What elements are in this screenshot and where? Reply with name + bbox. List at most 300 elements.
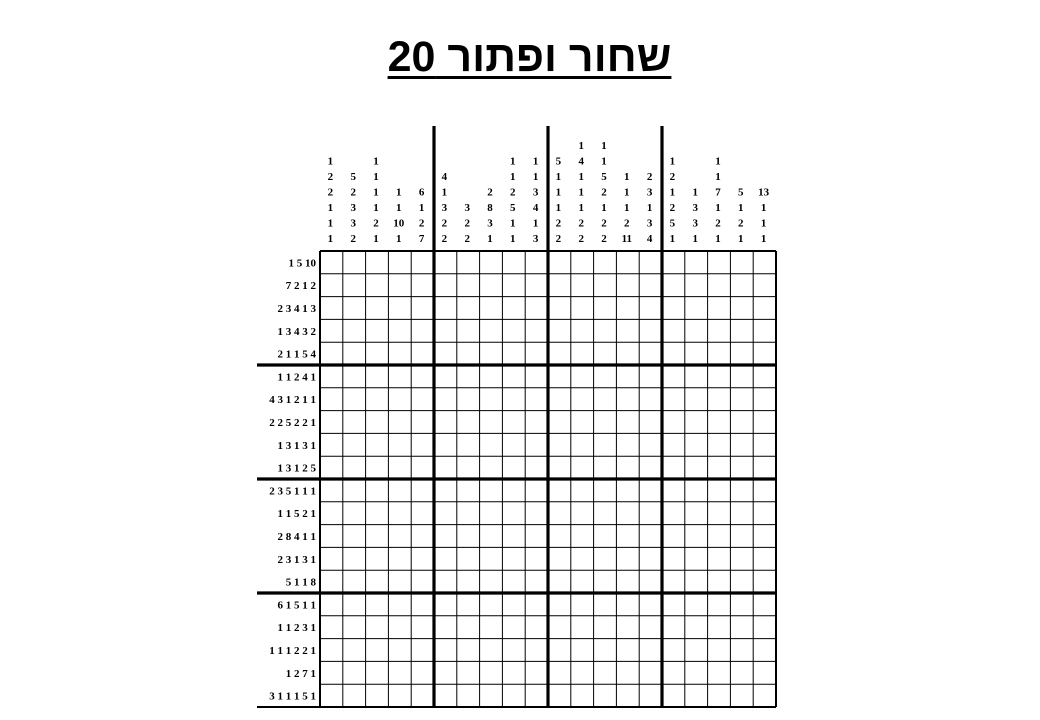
- grid-cell[interactable]: [525, 342, 548, 365]
- grid-cell[interactable]: [480, 661, 503, 684]
- grid-cell[interactable]: [343, 456, 366, 479]
- grid-cell[interactable]: [548, 342, 571, 365]
- grid-cell[interactable]: [616, 593, 639, 616]
- grid-cell[interactable]: [366, 616, 389, 639]
- grid-cell[interactable]: [502, 593, 525, 616]
- grid-cell[interactable]: [480, 616, 503, 639]
- grid-cell[interactable]: [662, 661, 685, 684]
- grid-cell[interactable]: [343, 251, 366, 274]
- grid-cell[interactable]: [662, 251, 685, 274]
- grid-cell[interactable]: [343, 433, 366, 456]
- grid-cell[interactable]: [639, 251, 662, 274]
- grid-cell[interactable]: [388, 525, 411, 548]
- grid-cell[interactable]: [639, 547, 662, 570]
- grid-cell[interactable]: [502, 502, 525, 525]
- grid-cell[interactable]: [753, 547, 776, 570]
- grid-cell[interactable]: [708, 525, 731, 548]
- grid-cell[interactable]: [434, 433, 457, 456]
- grid-cell[interactable]: [753, 251, 776, 274]
- grid-cell[interactable]: [434, 593, 457, 616]
- grid-cell[interactable]: [457, 319, 480, 342]
- grid-cell[interactable]: [594, 456, 617, 479]
- grid-cell[interactable]: [753, 297, 776, 320]
- grid-cell[interactable]: [320, 684, 343, 707]
- grid-cell[interactable]: [480, 684, 503, 707]
- grid-cell[interactable]: [388, 342, 411, 365]
- grid-cell[interactable]: [685, 388, 708, 411]
- grid-cell[interactable]: [366, 251, 389, 274]
- grid-cell[interactable]: [343, 684, 366, 707]
- grid-cell[interactable]: [571, 639, 594, 662]
- grid-cell[interactable]: [548, 684, 571, 707]
- grid-cell[interactable]: [502, 342, 525, 365]
- grid-cell[interactable]: [571, 661, 594, 684]
- grid-cell[interactable]: [320, 639, 343, 662]
- grid-cell[interactable]: [571, 593, 594, 616]
- grid-cell[interactable]: [434, 342, 457, 365]
- grid-cell[interactable]: [616, 342, 639, 365]
- grid-cell[interactable]: [730, 319, 753, 342]
- grid-cell[interactable]: [639, 502, 662, 525]
- grid-cell[interactable]: [457, 593, 480, 616]
- grid-cell[interactable]: [571, 456, 594, 479]
- grid-cell[interactable]: [411, 502, 434, 525]
- grid-cell[interactable]: [548, 433, 571, 456]
- grid-cell[interactable]: [366, 593, 389, 616]
- grid-cell[interactable]: [366, 342, 389, 365]
- grid-cell[interactable]: [594, 342, 617, 365]
- grid-cell[interactable]: [685, 639, 708, 662]
- grid-cell[interactable]: [320, 297, 343, 320]
- grid-cell[interactable]: [730, 525, 753, 548]
- grid-cell[interactable]: [730, 639, 753, 662]
- grid-cell[interactable]: [502, 479, 525, 502]
- grid-cell[interactable]: [525, 433, 548, 456]
- grid-cell[interactable]: [457, 525, 480, 548]
- grid-cell[interactable]: [685, 319, 708, 342]
- grid-cell[interactable]: [730, 570, 753, 593]
- grid-cell[interactable]: [343, 525, 366, 548]
- grid-cell[interactable]: [411, 274, 434, 297]
- grid-cell[interactable]: [457, 639, 480, 662]
- grid-cell[interactable]: [594, 319, 617, 342]
- grid-cell[interactable]: [320, 411, 343, 434]
- grid-cell[interactable]: [388, 684, 411, 707]
- grid-cell[interactable]: [571, 502, 594, 525]
- grid-cell[interactable]: [343, 411, 366, 434]
- grid-cell[interactable]: [548, 639, 571, 662]
- grid-cell[interactable]: [685, 547, 708, 570]
- grid-cell[interactable]: [525, 684, 548, 707]
- grid-cell[interactable]: [594, 433, 617, 456]
- grid-cell[interactable]: [457, 433, 480, 456]
- grid-cell[interactable]: [525, 411, 548, 434]
- grid-cell[interactable]: [320, 433, 343, 456]
- grid-cell[interactable]: [320, 479, 343, 502]
- grid-cell[interactable]: [457, 570, 480, 593]
- grid-cell[interactable]: [525, 502, 548, 525]
- grid-cell[interactable]: [753, 639, 776, 662]
- grid-cell[interactable]: [662, 365, 685, 388]
- grid-cell[interactable]: [616, 525, 639, 548]
- grid-cell[interactable]: [662, 388, 685, 411]
- grid-cell[interactable]: [753, 411, 776, 434]
- grid-cell[interactable]: [434, 661, 457, 684]
- grid-cell[interactable]: [639, 456, 662, 479]
- grid-cell[interactable]: [730, 479, 753, 502]
- grid-cell[interactable]: [708, 274, 731, 297]
- grid-cell[interactable]: [685, 411, 708, 434]
- grid-cell[interactable]: [730, 251, 753, 274]
- grid-cell[interactable]: [708, 570, 731, 593]
- grid-cell[interactable]: [525, 525, 548, 548]
- grid-cell[interactable]: [571, 616, 594, 639]
- grid-cell[interactable]: [662, 411, 685, 434]
- grid-cell[interactable]: [434, 479, 457, 502]
- grid-cell[interactable]: [685, 593, 708, 616]
- grid-cell[interactable]: [753, 502, 776, 525]
- grid-cell[interactable]: [594, 616, 617, 639]
- grid-cell[interactable]: [616, 479, 639, 502]
- grid-cell[interactable]: [708, 297, 731, 320]
- grid-cell[interactable]: [594, 388, 617, 411]
- grid-cell[interactable]: [639, 433, 662, 456]
- grid-cell[interactable]: [571, 433, 594, 456]
- grid-cell[interactable]: [594, 502, 617, 525]
- grid-cell[interactable]: [457, 616, 480, 639]
- grid-cell[interactable]: [411, 388, 434, 411]
- grid-cell[interactable]: [662, 616, 685, 639]
- grid-cell[interactable]: [525, 661, 548, 684]
- grid-cell[interactable]: [730, 297, 753, 320]
- grid-cell[interactable]: [548, 502, 571, 525]
- grid-cell[interactable]: [388, 593, 411, 616]
- grid-cell[interactable]: [320, 593, 343, 616]
- grid-cell[interactable]: [639, 684, 662, 707]
- grid-cell[interactable]: [388, 502, 411, 525]
- grid-cell[interactable]: [548, 456, 571, 479]
- grid-cell[interactable]: [411, 616, 434, 639]
- grid-cell[interactable]: [708, 411, 731, 434]
- grid-cell[interactable]: [434, 274, 457, 297]
- grid-cell[interactable]: [639, 319, 662, 342]
- grid-cell[interactable]: [662, 593, 685, 616]
- grid-cell[interactable]: [639, 639, 662, 662]
- grid-cell[interactable]: [434, 365, 457, 388]
- grid-cell[interactable]: [502, 661, 525, 684]
- grid-cell[interactable]: [548, 297, 571, 320]
- grid-cell[interactable]: [502, 319, 525, 342]
- grid-cell[interactable]: [616, 388, 639, 411]
- grid-cell[interactable]: [480, 639, 503, 662]
- grid-cell[interactable]: [708, 365, 731, 388]
- grid-cell[interactable]: [411, 661, 434, 684]
- grid-cell[interactable]: [594, 570, 617, 593]
- grid-cell[interactable]: [457, 661, 480, 684]
- grid-cell[interactable]: [708, 502, 731, 525]
- grid-cell[interactable]: [320, 616, 343, 639]
- grid-cell[interactable]: [730, 411, 753, 434]
- grid-cell[interactable]: [548, 547, 571, 570]
- grid-cell[interactable]: [343, 274, 366, 297]
- grid-cell[interactable]: [548, 661, 571, 684]
- grid-cell[interactable]: [366, 388, 389, 411]
- grid-cell[interactable]: [502, 251, 525, 274]
- grid-cell[interactable]: [662, 502, 685, 525]
- grid-cell[interactable]: [411, 342, 434, 365]
- grid-cell[interactable]: [457, 365, 480, 388]
- grid-cell[interactable]: [457, 274, 480, 297]
- grid-cell[interactable]: [708, 616, 731, 639]
- grid-cell[interactable]: [366, 297, 389, 320]
- grid-cell[interactable]: [730, 502, 753, 525]
- grid-cell[interactable]: [571, 274, 594, 297]
- grid-cell[interactable]: [548, 365, 571, 388]
- grid-cell[interactable]: [753, 616, 776, 639]
- grid-cell[interactable]: [480, 388, 503, 411]
- grid-cell[interactable]: [388, 297, 411, 320]
- grid-cell[interactable]: [480, 570, 503, 593]
- grid-cell[interactable]: [685, 251, 708, 274]
- grid-cell[interactable]: [685, 570, 708, 593]
- grid-cell[interactable]: [525, 297, 548, 320]
- grid-cell[interactable]: [388, 479, 411, 502]
- grid-cell[interactable]: [480, 547, 503, 570]
- grid-cell[interactable]: [708, 684, 731, 707]
- grid-cell[interactable]: [594, 684, 617, 707]
- grid-cell[interactable]: [708, 593, 731, 616]
- grid-cell[interactable]: [434, 525, 457, 548]
- grid-cell[interactable]: [708, 661, 731, 684]
- grid-cell[interactable]: [708, 547, 731, 570]
- grid-cell[interactable]: [457, 342, 480, 365]
- grid-cell[interactable]: [594, 593, 617, 616]
- grid-cell[interactable]: [685, 684, 708, 707]
- grid-cell[interactable]: [571, 547, 594, 570]
- grid-cell[interactable]: [548, 593, 571, 616]
- grid-cell[interactable]: [616, 570, 639, 593]
- grid-cell[interactable]: [457, 547, 480, 570]
- grid-cell[interactable]: [320, 570, 343, 593]
- grid-cell[interactable]: [457, 251, 480, 274]
- grid-cell[interactable]: [388, 547, 411, 570]
- grid-cell[interactable]: [639, 661, 662, 684]
- grid-cell[interactable]: [730, 547, 753, 570]
- grid-cell[interactable]: [753, 479, 776, 502]
- grid-cell[interactable]: [366, 456, 389, 479]
- grid-cell[interactable]: [411, 547, 434, 570]
- grid-cell[interactable]: [708, 251, 731, 274]
- grid-cell[interactable]: [411, 411, 434, 434]
- grid-cell[interactable]: [480, 365, 503, 388]
- grid-cell[interactable]: [525, 547, 548, 570]
- grid-cell[interactable]: [480, 502, 503, 525]
- grid-cell[interactable]: [502, 388, 525, 411]
- grid-cell[interactable]: [343, 502, 366, 525]
- grid-cell[interactable]: [388, 319, 411, 342]
- grid-cell[interactable]: [502, 639, 525, 662]
- grid-cell[interactable]: [708, 456, 731, 479]
- grid-cell[interactable]: [434, 502, 457, 525]
- grid-cell[interactable]: [480, 251, 503, 274]
- grid-cell[interactable]: [594, 411, 617, 434]
- grid-cell[interactable]: [320, 525, 343, 548]
- grid-cell[interactable]: [366, 570, 389, 593]
- grid-cell[interactable]: [525, 639, 548, 662]
- grid-cell[interactable]: [662, 479, 685, 502]
- grid-cell[interactable]: [388, 411, 411, 434]
- grid-cell[interactable]: [708, 639, 731, 662]
- grid-cell[interactable]: [366, 684, 389, 707]
- grid-cell[interactable]: [434, 456, 457, 479]
- grid-cell[interactable]: [616, 616, 639, 639]
- grid-cell[interactable]: [753, 661, 776, 684]
- grid-cell[interactable]: [730, 274, 753, 297]
- grid-cell[interactable]: [571, 684, 594, 707]
- grid-cell[interactable]: [525, 570, 548, 593]
- grid-cell[interactable]: [571, 365, 594, 388]
- grid-cell[interactable]: [480, 593, 503, 616]
- grid-cell[interactable]: [411, 525, 434, 548]
- grid-cell[interactable]: [502, 433, 525, 456]
- grid-cell[interactable]: [480, 456, 503, 479]
- grid-cell[interactable]: [662, 297, 685, 320]
- grid-cell[interactable]: [616, 639, 639, 662]
- grid-cell[interactable]: [434, 388, 457, 411]
- grid-cell[interactable]: [411, 251, 434, 274]
- grid-cell[interactable]: [525, 388, 548, 411]
- grid-cell[interactable]: [616, 274, 639, 297]
- grid-cell[interactable]: [753, 319, 776, 342]
- grid-cell[interactable]: [639, 616, 662, 639]
- grid-cell[interactable]: [594, 547, 617, 570]
- grid-cell[interactable]: [320, 342, 343, 365]
- grid-cell[interactable]: [685, 342, 708, 365]
- grid-cell[interactable]: [753, 433, 776, 456]
- grid-cell[interactable]: [434, 570, 457, 593]
- grid-cell[interactable]: [594, 251, 617, 274]
- grid-cell[interactable]: [753, 456, 776, 479]
- grid-cell[interactable]: [548, 570, 571, 593]
- grid-cell[interactable]: [502, 547, 525, 570]
- grid-cell[interactable]: [685, 274, 708, 297]
- grid-cell[interactable]: [571, 411, 594, 434]
- grid-cell[interactable]: [388, 616, 411, 639]
- grid-cell[interactable]: [685, 661, 708, 684]
- grid-cell[interactable]: [411, 684, 434, 707]
- grid-cell[interactable]: [320, 388, 343, 411]
- grid-cell[interactable]: [366, 433, 389, 456]
- grid-cell[interactable]: [343, 388, 366, 411]
- grid-cell[interactable]: [411, 479, 434, 502]
- grid-cell[interactable]: [502, 365, 525, 388]
- grid-cell[interactable]: [343, 616, 366, 639]
- grid-cell[interactable]: [616, 319, 639, 342]
- grid-cell[interactable]: [388, 456, 411, 479]
- grid-cell[interactable]: [411, 319, 434, 342]
- grid-cell[interactable]: [480, 342, 503, 365]
- grid-cell[interactable]: [662, 319, 685, 342]
- grid-cell[interactable]: [571, 388, 594, 411]
- grid-cell[interactable]: [548, 388, 571, 411]
- grid-cell[interactable]: [457, 388, 480, 411]
- grid-cell[interactable]: [662, 570, 685, 593]
- grid-cell[interactable]: [457, 456, 480, 479]
- grid-cell[interactable]: [730, 365, 753, 388]
- grid-cell[interactable]: [639, 593, 662, 616]
- grid-cell[interactable]: [594, 639, 617, 662]
- grid-cell[interactable]: [434, 547, 457, 570]
- grid-cell[interactable]: [616, 456, 639, 479]
- grid-cell[interactable]: [525, 456, 548, 479]
- grid-cell[interactable]: [343, 593, 366, 616]
- grid-cell[interactable]: [594, 365, 617, 388]
- grid-cell[interactable]: [343, 297, 366, 320]
- grid-cell[interactable]: [662, 274, 685, 297]
- grid-cell[interactable]: [320, 365, 343, 388]
- grid-cell[interactable]: [685, 479, 708, 502]
- grid-cell[interactable]: [730, 661, 753, 684]
- grid-cell[interactable]: [366, 547, 389, 570]
- grid-cell[interactable]: [320, 319, 343, 342]
- grid-cell[interactable]: [366, 661, 389, 684]
- grid-cell[interactable]: [411, 456, 434, 479]
- grid-cell[interactable]: [571, 570, 594, 593]
- grid-cell[interactable]: [434, 251, 457, 274]
- grid-cell[interactable]: [616, 365, 639, 388]
- grid-cell[interactable]: [343, 547, 366, 570]
- grid-cell[interactable]: [480, 525, 503, 548]
- grid-cell[interactable]: [388, 365, 411, 388]
- grid-cell[interactable]: [753, 388, 776, 411]
- grid-cell[interactable]: [502, 456, 525, 479]
- grid-cell[interactable]: [685, 525, 708, 548]
- grid-cell[interactable]: [616, 661, 639, 684]
- grid-cell[interactable]: [502, 570, 525, 593]
- grid-cell[interactable]: [616, 684, 639, 707]
- grid-cell[interactable]: [388, 388, 411, 411]
- grid-cell[interactable]: [480, 411, 503, 434]
- grid-cell[interactable]: [434, 639, 457, 662]
- grid-cell[interactable]: [548, 525, 571, 548]
- grid-cell[interactable]: [502, 616, 525, 639]
- grid-cell[interactable]: [411, 593, 434, 616]
- grid-cell[interactable]: [730, 593, 753, 616]
- grid-cell[interactable]: [685, 365, 708, 388]
- grid-cell[interactable]: [548, 479, 571, 502]
- grid-cell[interactable]: [525, 479, 548, 502]
- grid-cell[interactable]: [434, 411, 457, 434]
- grid-cell[interactable]: [594, 274, 617, 297]
- grid-cell[interactable]: [685, 616, 708, 639]
- grid-cell[interactable]: [366, 525, 389, 548]
- grid-cell[interactable]: [753, 342, 776, 365]
- grid-cell[interactable]: [639, 479, 662, 502]
- grid-cell[interactable]: [753, 593, 776, 616]
- grid-cell[interactable]: [571, 319, 594, 342]
- grid-cell[interactable]: [662, 639, 685, 662]
- grid-cell[interactable]: [662, 684, 685, 707]
- grid-cell[interactable]: [639, 297, 662, 320]
- grid-cell[interactable]: [525, 251, 548, 274]
- grid-cell[interactable]: [388, 639, 411, 662]
- grid-cell[interactable]: [639, 570, 662, 593]
- grid-cell[interactable]: [594, 661, 617, 684]
- grid-cell[interactable]: [320, 456, 343, 479]
- grid-cell[interactable]: [457, 411, 480, 434]
- grid-cell[interactable]: [571, 297, 594, 320]
- grid-cell[interactable]: [525, 616, 548, 639]
